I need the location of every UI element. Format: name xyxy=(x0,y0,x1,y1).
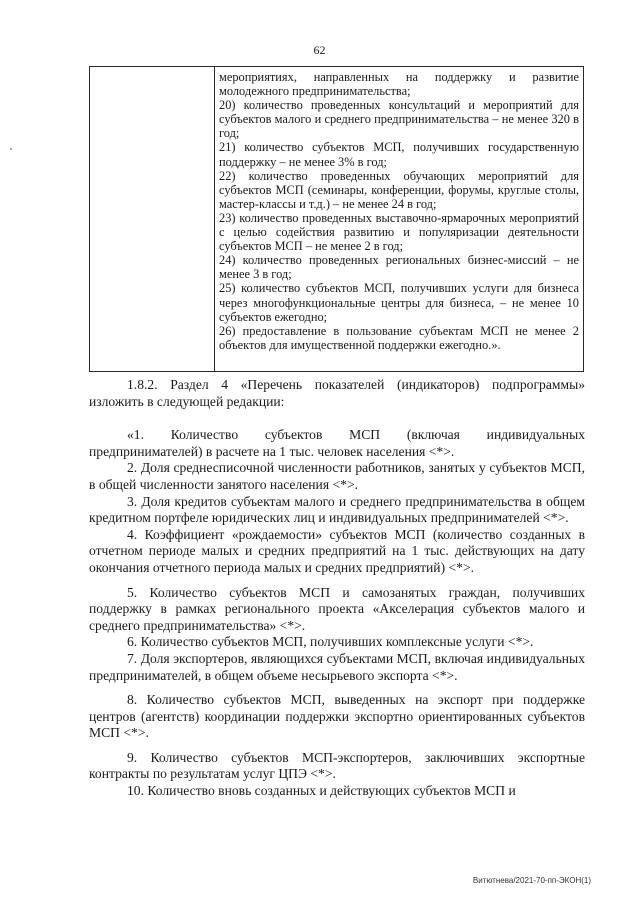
indicator-item: 4. Коэффициент «рождаемости» субъектов МСП (количество созданных в отчетном периоде малых и средних предприятий на 1 тыс. действующих на дату окончания отчетного периода малых и средних предприятий) <*>. xyxy=(89,526,585,575)
table-right-column xyxy=(215,67,583,371)
table-paragraph: 20) количество проведенных консультаций и мероприятий для субъектов малого и среднего предпринимательства – не менее 320 в год; xyxy=(219,98,579,141)
indicator-item: 3. Доля кредитов субъектам малого и среднего предпринимательства в общем кредитном портфеле юридических лиц и индивидуальных предпринимателей <*>. xyxy=(89,493,585,526)
body-text xyxy=(89,377,585,800)
section-intro: 1.8.2. Раздел 4 «Перечень показателей (индикаторов) подпрограммы» изложить в следующей редакции: xyxy=(89,377,585,409)
indicator-item: 2. Доля среднесписочной численности работников, занятых у субъектов МСП, в общей численности занятого населения <*>. xyxy=(89,460,585,492)
table-paragraph: 26) предоставление в пользование субъектам МСП не менее 2 объектов для имущественной поддержки ежегодно.». xyxy=(219,323,579,352)
table-paragraph: 22) количество проведенных обучающих мероприятий для субъектов МСП (семинары, конференции, форумы, круглые столы, мастер-классы и т.д.) – не менее 24 в год; xyxy=(219,168,579,211)
indicator-item: 5. Количество субъектов МСП и самозанятых граждан, получивших поддержку в рамках регионального проекта «Акселерация субъектов малого и среднего предпринимательства» <*>. xyxy=(89,584,585,633)
indicator-item: 9. Количество субъектов МСП-экспортеров, заключивших экспортные контракты по результатам услуг ЦПЭ <*>. xyxy=(89,749,585,782)
table-paragraph: 23) количество проведенных выставочно-ярмарочных мероприятий с целью содействия развитию и популяризации деятельности субъектов МСП – не менее 2 в год; xyxy=(219,210,579,254)
continuation-table xyxy=(89,66,584,372)
indicator-item: 7. Доля экспортеров, являющихся субъектами МСП, включая индивидуальных предпринимателей, в общем объеме несырьевого экспорта <*>. xyxy=(89,650,585,683)
table-left-column xyxy=(90,67,215,371)
table-paragraph: мероприятиях, направленных на поддержку и развитие молодежного предпринимательства; xyxy=(219,70,579,99)
page-number: 62 xyxy=(313,43,326,57)
indicator-item: 8. Количество субъектов МСП, выведенных на экспорт при поддержке центров (агентств) координации поддержки экспортно ориентированных субъектов МСП <*>. xyxy=(89,692,585,741)
indicator-item: 6. Количество субъектов МСП, получивших комплексные услуги <*>. xyxy=(127,634,534,650)
footer-document-code: Витютнева/2021-70-пп-ЭКОН(1) xyxy=(472,876,591,885)
table-paragraph: 21) количество субъектов МСП, получивших государственную поддержку – не менее 3% в год; xyxy=(219,140,579,169)
indicator-item: «1. Количество субъектов МСП (включая индивидуальных предпринимателей) в расчете на 1 тыс. человек населения <*>. xyxy=(89,427,585,459)
table-paragraph: 25) количество субъектов МСП, получивших услуги для бизнеса через многофункциональные центры для бизнеса, – не менее 10 субъектов ежегодно; xyxy=(219,281,579,324)
table-paragraph: 24) количество проведенных региональных бизнес-миссий – не менее 3 в год; xyxy=(219,253,579,282)
scan-dot xyxy=(10,148,12,150)
indicator-item: 10. Количество вновь созданных и действующих субъектов МСП и xyxy=(127,783,516,799)
